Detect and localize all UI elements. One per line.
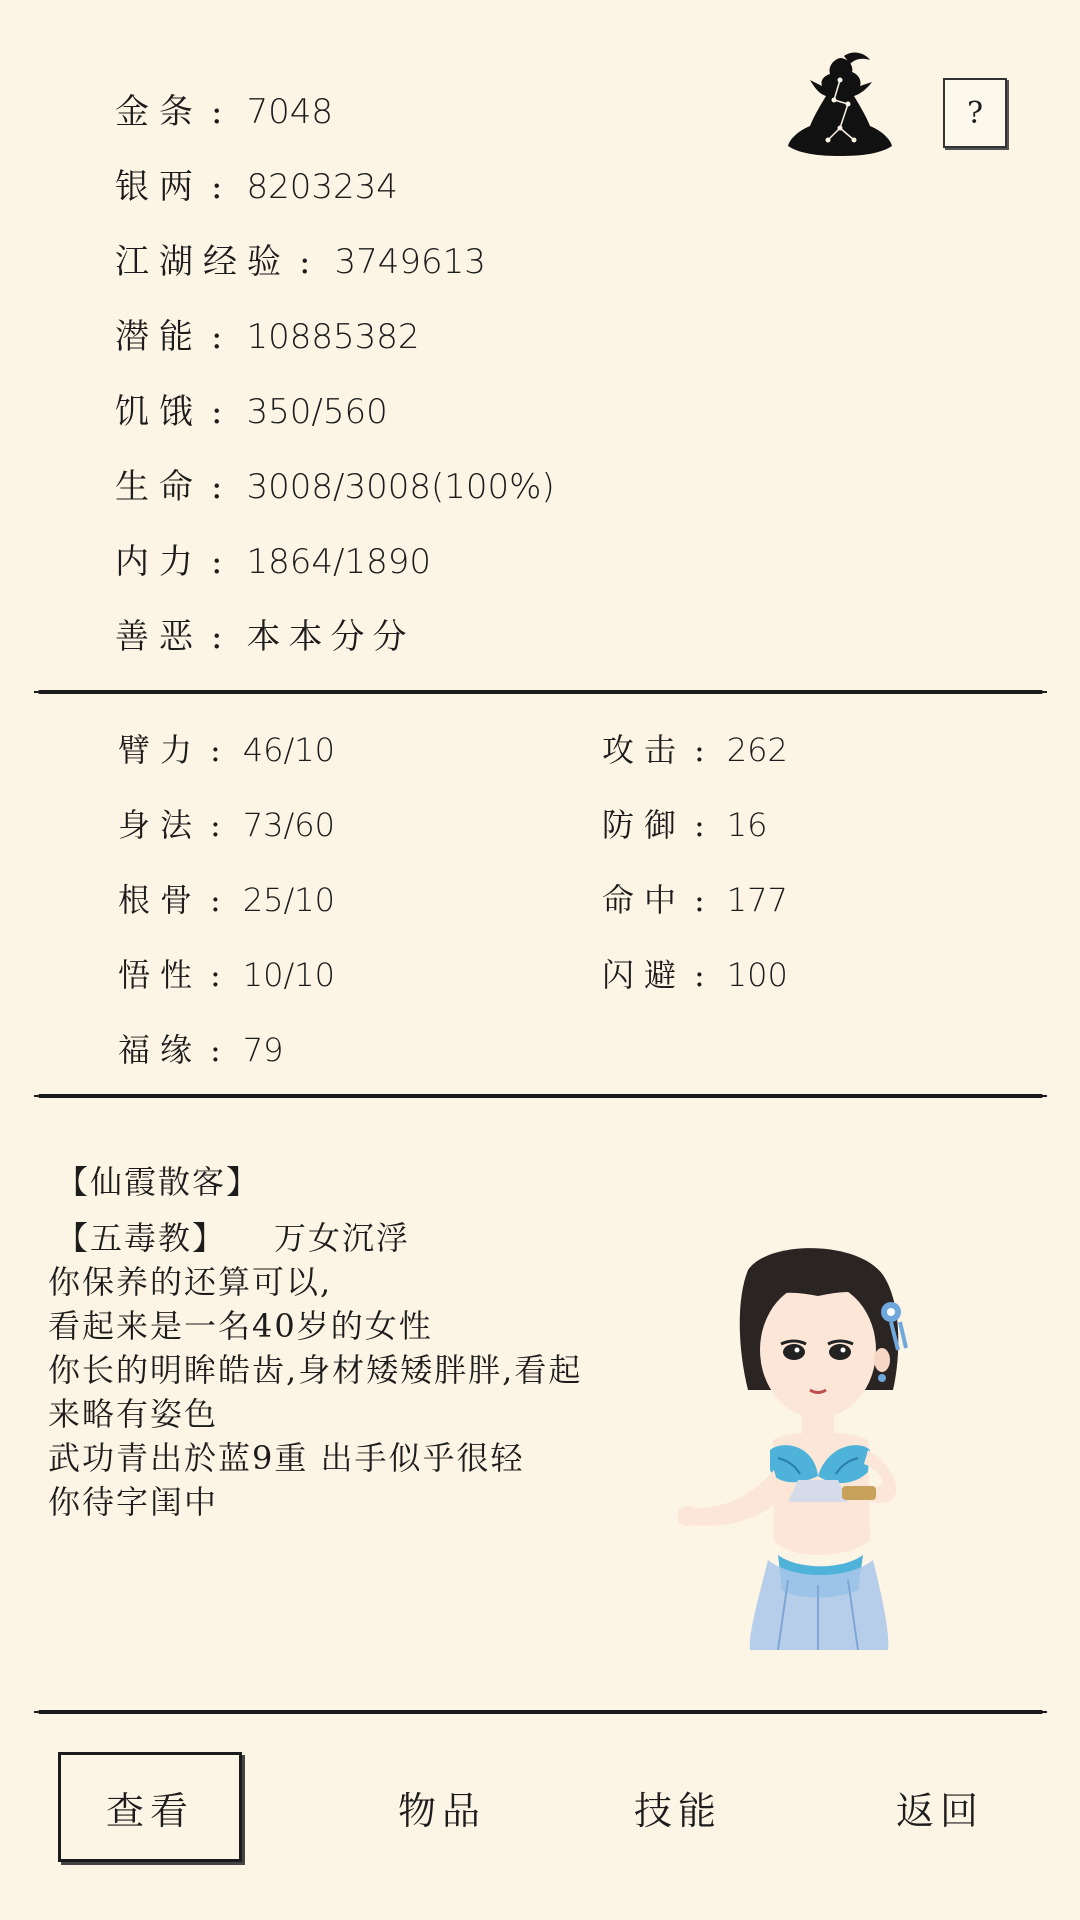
stat-colon: : — [299, 242, 313, 282]
attr-label: 命中 — [602, 881, 687, 919]
attr-colon: : — [694, 731, 705, 769]
attr-label: 福缘 — [118, 1031, 203, 1069]
character-sect-motto: 万女沉浮 — [274, 1219, 411, 1257]
help-button[interactable] — [943, 78, 1007, 148]
attr-value: 10/10 — [242, 956, 336, 994]
attr-value: 73/60 — [242, 806, 336, 844]
character-description — [48, 1160, 582, 1524]
attr-colon: : — [694, 956, 705, 994]
attr-attack — [602, 730, 788, 770]
attr-defense — [602, 805, 768, 845]
character-title: 【仙霞散客】 — [56, 1163, 261, 1201]
stat-label: 潜能 — [115, 317, 203, 357]
attr-colon: : — [210, 956, 221, 994]
sect-emblem-icon — [780, 50, 900, 165]
attr-label: 闪避 — [602, 956, 687, 994]
stat-value: 本本分分 — [246, 617, 415, 657]
stat-value: 7048 — [246, 92, 333, 132]
description-line: 你保养的还算可以, — [48, 1263, 333, 1301]
stat-value: 1864/1890 — [246, 542, 431, 582]
stat-value: 8203234 — [246, 167, 398, 207]
attr-value: 262 — [726, 731, 788, 769]
attr-value: 79 — [242, 1031, 284, 1069]
stat-colon: : — [211, 92, 225, 132]
nav-view-button[interactable] — [58, 1752, 242, 1862]
description-line: 来略有姿色 — [48, 1395, 219, 1433]
stat-colon: : — [211, 617, 225, 657]
attr-label: 悟性 — [118, 956, 203, 994]
stat-label: 江湖经验 — [115, 242, 291, 282]
stat-colon: : — [211, 317, 225, 357]
attr-label: 防御 — [602, 806, 687, 844]
stat-colon: : — [211, 467, 225, 507]
attr-value: 25/10 — [242, 881, 336, 919]
stat-label: 善恶 — [115, 617, 203, 657]
attr-value: 16 — [726, 806, 768, 844]
description-line: 武功青出於蓝9重 出手似乎很轻 — [48, 1439, 525, 1477]
stat-experience — [115, 242, 486, 282]
nav-label: 查看 — [105, 1788, 194, 1833]
stat-label: 饥饿 — [115, 392, 203, 432]
stat-morality — [115, 617, 414, 657]
divider-middle — [38, 1094, 1043, 1098]
attr-colon: : — [694, 881, 705, 919]
stat-hunger — [115, 392, 388, 432]
attr-colon: : — [694, 806, 705, 844]
attr-colon: : — [210, 1031, 221, 1069]
divider-top — [38, 690, 1043, 694]
attr-label: 臂力 — [118, 731, 203, 769]
stat-value: 3008/3008(100%) — [246, 467, 555, 507]
attr-label: 攻击 — [602, 731, 687, 769]
description-line: 你待字闺中 — [48, 1483, 219, 1521]
help-label: ? — [966, 95, 984, 131]
attr-colon: : — [210, 806, 221, 844]
description-line: 看起来是一名40岁的女性 — [48, 1307, 433, 1345]
stat-label: 生命 — [115, 467, 203, 507]
nav-label: 物品 — [397, 1788, 486, 1833]
nav-skills-button[interactable] — [586, 1752, 770, 1862]
attr-fortune — [118, 1030, 284, 1070]
attr-accuracy — [602, 880, 788, 920]
attr-colon: : — [210, 881, 221, 919]
character-sect-line — [56, 1216, 582, 1260]
stat-value: 3749613 — [334, 242, 486, 282]
nav-label: 返回 — [895, 1788, 984, 1833]
character-portrait — [678, 1240, 950, 1650]
stat-value: 10885382 — [246, 317, 420, 357]
attr-evasion — [602, 955, 788, 995]
stat-label: 银两 — [115, 167, 203, 207]
stat-colon: : — [211, 542, 225, 582]
stat-internal-force — [115, 542, 431, 582]
attr-colon: : — [210, 731, 221, 769]
attr-value: 46/10 — [242, 731, 336, 769]
stat-label: 金条 — [115, 92, 203, 132]
attr-value: 100 — [726, 956, 788, 994]
attr-value: 177 — [726, 881, 788, 919]
stat-colon: : — [211, 392, 225, 432]
divider-bottom — [38, 1710, 1043, 1714]
stat-potential — [115, 317, 420, 357]
attr-agility — [118, 805, 335, 845]
character-sect: 【五毒教】 — [56, 1219, 227, 1257]
nav-items-button[interactable] — [350, 1752, 534, 1862]
stat-label: 内力 — [115, 542, 203, 582]
stat-value: 350/560 — [246, 392, 388, 432]
attr-comprehension — [118, 955, 335, 995]
nav-label: 技能 — [633, 1788, 722, 1833]
stat-colon: : — [211, 167, 225, 207]
stat-gold-bars — [115, 92, 333, 132]
attr-label: 根骨 — [118, 881, 203, 919]
nav-back-button[interactable] — [848, 1752, 1032, 1862]
stat-silver — [115, 167, 398, 207]
stat-health — [115, 467, 555, 507]
attr-strength — [118, 730, 335, 770]
attr-label: 身法 — [118, 806, 203, 844]
attr-constitution — [118, 880, 335, 920]
description-line: 你长的明眸皓齿,身材矮矮胖胖,看起 — [48, 1351, 583, 1389]
